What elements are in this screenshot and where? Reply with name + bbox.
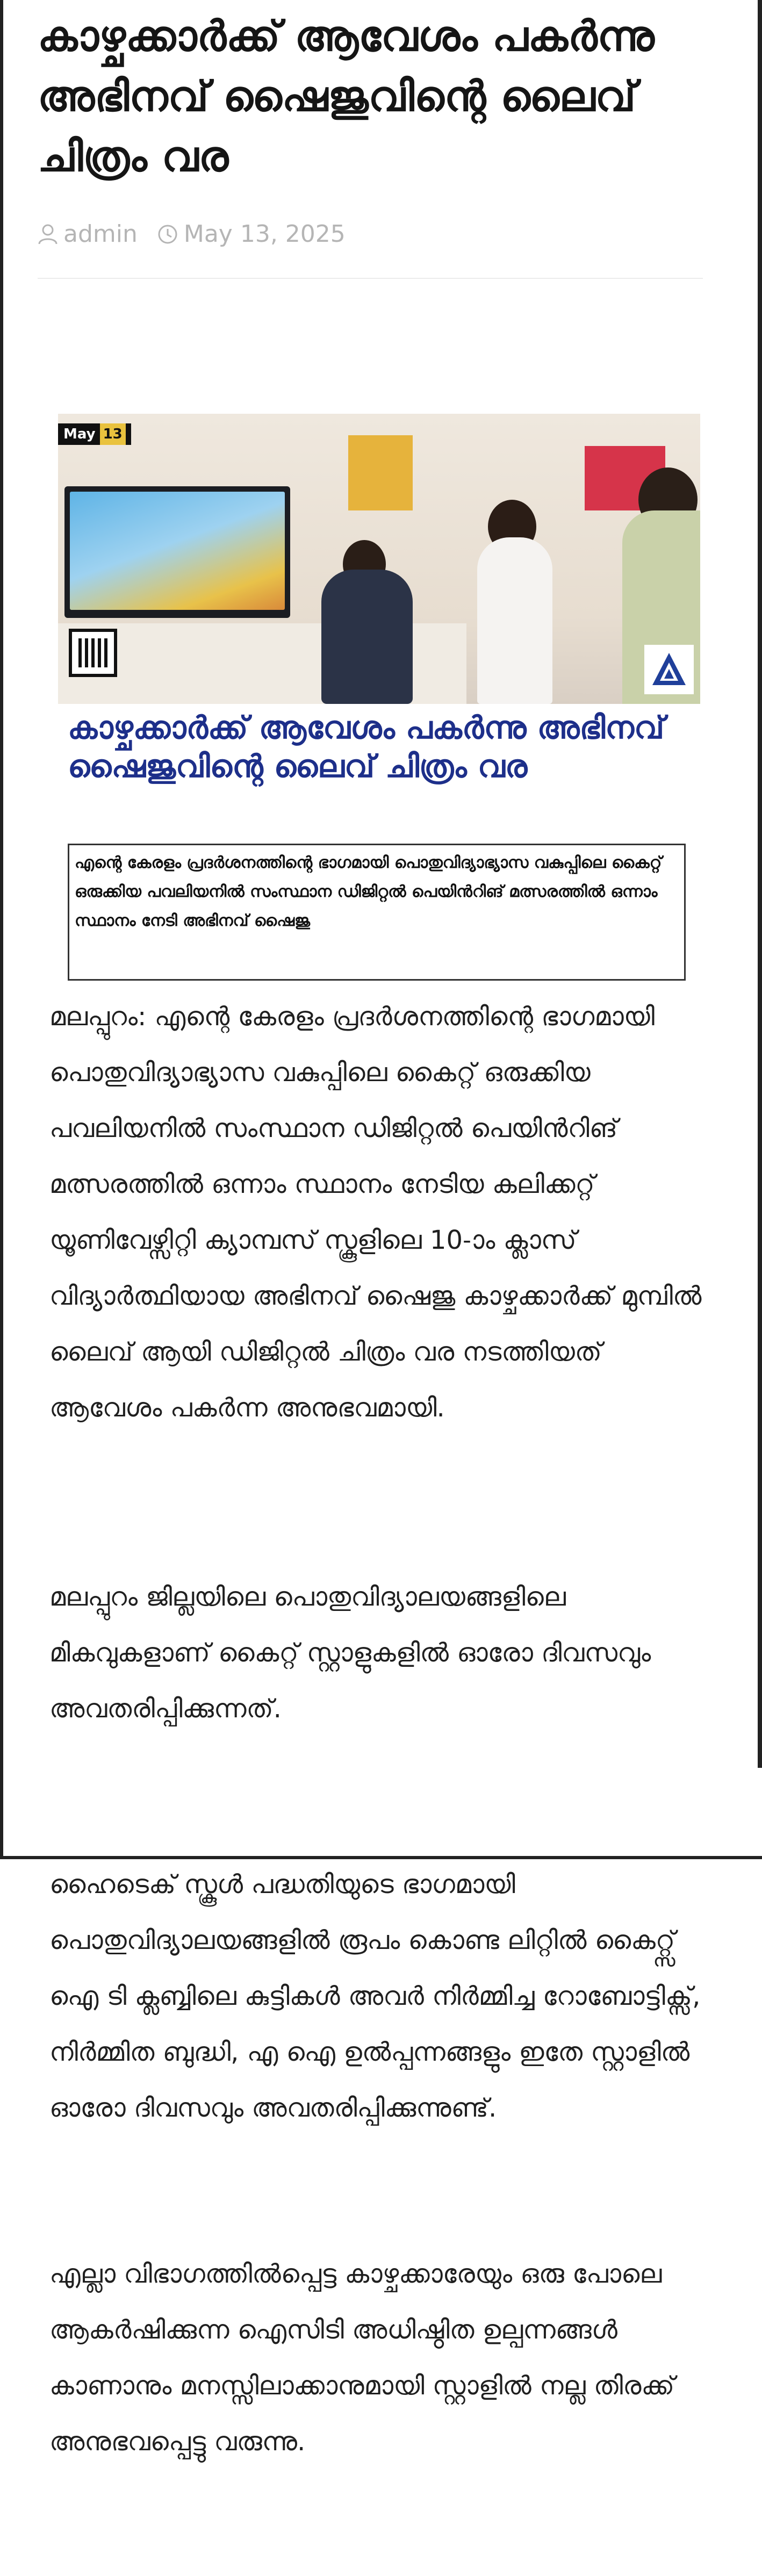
paragraph-4: എല്ലാ വിഭാഗത്തിൽപ്പെട്ട കാഴ്ചക്കാരേയും ഒരു പോലെ ആകർഷിക്കുന്ന ഐസിടി അധിഷ്ഠിത ഉല്പന്നങ്ങൾ കാണാനും മനസ്സിലാക്കാനുമായി സ്റ്റാളിൽ നല്ല തിരക്ക് അനുഭവപ്പെട്ടു വരുന്നു. — [49, 2259, 675, 2457]
featured-image-caption: എന്റെ കേരളം പ്രദർശനത്തിന്റെ ഭാഗമായി പൊതുവിദ്യാഭ്യാസ വകുപ്പിലെ കൈറ്റ് ഒരുക്കിയ പവലിയനിൽ സംസ്ഥാന ഡിജിറ്റൽ പെയിൻറിങ് മത്സരത്തിൽ ഒന്നാം സ്ഥാനം നേടി അഭിനവ് ഷൈജു — [68, 844, 686, 981]
kite-logo — [644, 645, 694, 694]
clock-icon — [157, 224, 178, 245]
publish-date: May 13, 2025 — [183, 220, 346, 248]
date-tag-day: 13 — [100, 423, 126, 445]
visitor-figure — [477, 537, 552, 704]
left-frame-border — [0, 0, 3, 1859]
featured-image[interactable] — [58, 414, 700, 704]
stall-poster — [348, 435, 413, 510]
header-divider — [38, 278, 703, 279]
article-header — [38, 0, 719, 279]
kite-logo-icon — [650, 651, 688, 688]
user-icon — [38, 224, 58, 245]
article-title: കാഴ്ചക്കാർക്ക് ആവേശം പകർന്നു അഭിനവ് ഷൈജുവിന്റെ ലൈവ് ചിത്രം വര — [38, 12, 655, 181]
qr-code — [69, 629, 117, 677]
monitor-screen — [70, 492, 285, 610]
featured-image-heading: കാഴ്ചക്കാർക്ക് ആവേശം പകർന്നു അഭിനവ് ഷൈജുവിന്റെ ലൈവ് ചിത്രം വര — [68, 709, 665, 785]
right-frame-border — [758, 0, 762, 1768]
student-figure — [321, 570, 413, 704]
date-tag-month: May — [63, 426, 96, 442]
author-meta[interactable] — [38, 220, 138, 248]
monitor — [64, 486, 290, 618]
paragraph-1: മലപ്പുറം: എന്റെ കേരളം പ്രദർശനത്തിന്റെ ഭാഗമായി പൊതുവിദ്യാഭ്യാസ വകുപ്പിലെ കൈറ്റ് ഒരുക്കിയ പവലിയനിൽ സംസ്ഥാന ഡിജിറ്റൽ പെയിൻറിങ് മത്സരത്തിൽ ഒന്നാം സ്ഥാനം നേടിയ കലിക്കറ്റ് യൂണിവേഴ്സിറ്റി ക്യാമ്പസ് സ്കൂളിലെ 10-ാം ക്ലാസ് വിദ്യാർത്ഥിയായ അഭിനവ് ഷൈജു കാഴ്ചക്കാർക്ക് മുമ്പിൽ ലൈവ് ആയി ഡിജിറ്റൽ ചിത്രം വര നടത്തിയത് ആവേശം പകർന്ന അനുഭവമായി. — [49, 1002, 702, 1423]
paragraph-3: ഹൈടെക് സ്കൂൾ പദ്ധതിയുടെ ഭാഗമായി പൊതുവിദ്യാലയങ്ങളിൽ രൂപം കൊണ്ട ലിറ്റിൽ കൈറ്റ്സ് ഐ ടി ക്ലബ്ബിലെ കുട്ടികൾ അവർ നിർമ്മിച്ച റോബോട്ടിക്സ്, നിർമ്മിത ബുദ്ധി, എ ഐ ഉൽപ്പന്നങ്ങളും ഇതേ സ്റ്റാളിൽ ഓരോ ദിവസവും അവതരിപ്പിക്കുന്നുണ്ട്. — [49, 1869, 701, 2123]
paragraph-2: മലപ്പുറം ജില്ലയിലെ പൊതുവിദ്യാലയങ്ങളിലെ മികവുകളാണ് കൈറ്റ് സ്റ്റാളുകളിൽ ഓരോ ദിവസവും അവതരിപ്പിക്കുന്നത്. — [49, 1582, 651, 1724]
author-name[interactable]: admin — [63, 220, 138, 248]
date-tag — [58, 423, 131, 445]
article-meta — [38, 220, 719, 248]
date-meta — [157, 220, 346, 248]
